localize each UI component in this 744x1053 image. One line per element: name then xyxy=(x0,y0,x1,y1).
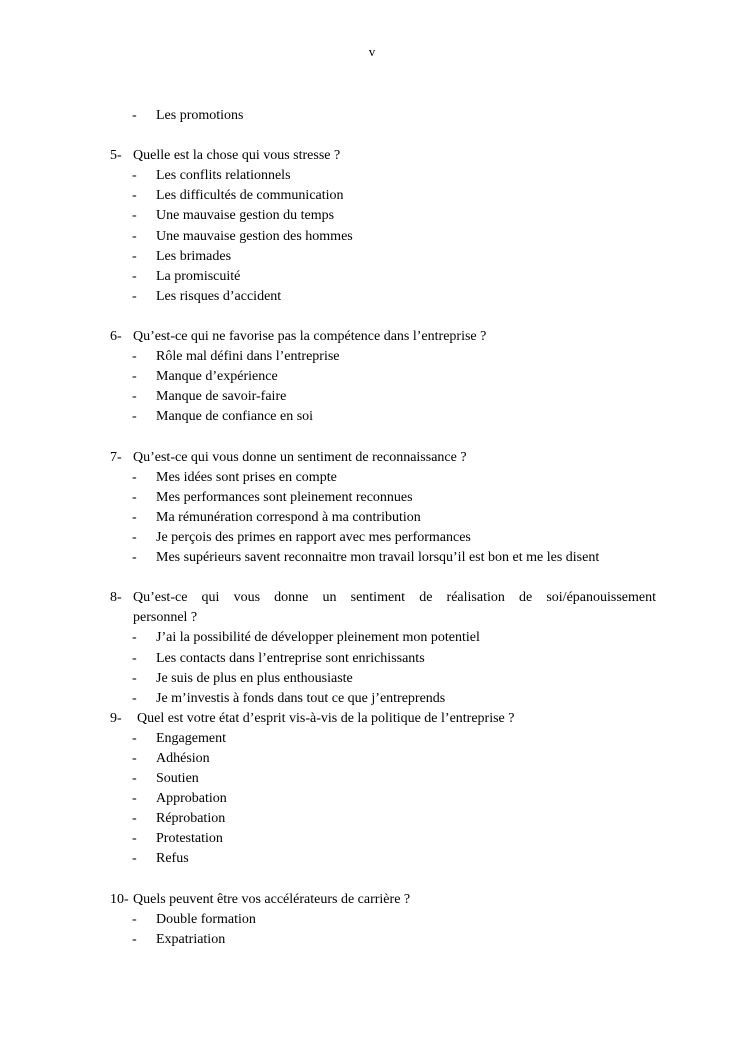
question-text: Quel est votre état d’esprit vis-à-vis de la politique de l’entreprise ? xyxy=(137,710,515,726)
list-item-text: Double formation xyxy=(156,911,256,927)
bullet: - xyxy=(132,349,137,365)
list-item-text: Manque de confiance en soi xyxy=(156,409,314,425)
bullet: - xyxy=(132,690,137,706)
bullet: - xyxy=(132,228,137,244)
list-item xyxy=(110,528,656,548)
question-9 xyxy=(110,709,656,729)
list-item xyxy=(110,789,656,809)
list-item xyxy=(110,166,656,186)
question-10 xyxy=(110,890,656,910)
bullet: - xyxy=(132,288,137,304)
list-item-text: Je suis de plus en plus enthousiaste xyxy=(156,670,353,686)
list-item-text: Les risques d’accident xyxy=(156,288,282,304)
list-item-text: Je perçois des primes en rapport avec mes performances xyxy=(156,529,471,545)
bullet: - xyxy=(132,630,137,646)
list-item xyxy=(110,910,656,930)
list-item xyxy=(110,106,656,126)
bullet: - xyxy=(132,811,137,827)
list-item-text: Manque de savoir-faire xyxy=(156,389,287,405)
question-number: 10- xyxy=(110,891,129,907)
list-item-text: Les promotions xyxy=(156,108,244,123)
question-number: 5- xyxy=(110,148,122,164)
list-item xyxy=(110,749,656,769)
list-item xyxy=(110,729,656,749)
list-item-text: Mes performances sont pleinement reconnues xyxy=(156,489,413,505)
list-item xyxy=(110,206,656,226)
list-item-text: J’ai la possibilité de développer pleinement mon potentiel xyxy=(156,630,480,646)
list-item xyxy=(110,488,656,508)
list-item xyxy=(110,849,656,869)
bullet: - xyxy=(132,931,137,947)
list-item-text: Ma rémunération correspond à ma contribution xyxy=(156,509,421,525)
list-item-text: Approbation xyxy=(156,791,227,807)
bullet: - xyxy=(132,469,137,485)
question-8 xyxy=(110,588,656,608)
list-item-text: Une mauvaise gestion du temps xyxy=(156,208,335,224)
list-item-text: Réprobation xyxy=(156,811,226,827)
question-text: Quels peuvent être vos accélérateurs de carrière ? xyxy=(133,891,411,907)
list-item-text: Engagement xyxy=(156,730,226,746)
list-item-text: La promiscuité xyxy=(156,268,241,284)
list-item xyxy=(110,769,656,789)
question-6 xyxy=(110,327,656,347)
list-item-text: Mes supérieurs savent reconnaitre mon travail lorsqu’il est bon et me les disent xyxy=(156,550,600,566)
bullet: - xyxy=(132,389,137,405)
bullet: - xyxy=(132,911,137,927)
bullet: - xyxy=(132,409,137,425)
bullet: - xyxy=(132,730,137,746)
bullet: - xyxy=(132,108,137,123)
list-item xyxy=(110,669,656,689)
question-text: Qu’est-ce qui ne favorise pas la compétence dans l’entreprise ? xyxy=(133,329,487,345)
list-item xyxy=(110,689,656,709)
list-item xyxy=(110,809,656,829)
bullet: - xyxy=(132,529,137,545)
list-item xyxy=(110,468,656,488)
bullet: - xyxy=(132,268,137,284)
question-5 xyxy=(110,146,656,166)
questionnaire xyxy=(110,106,656,950)
bullet: - xyxy=(132,248,137,264)
bullet: - xyxy=(132,771,137,787)
bullet: - xyxy=(132,650,137,666)
list-item-text: Expatriation xyxy=(156,931,226,947)
list-item-text: Manque d’expérience xyxy=(156,369,278,385)
list-item-text: Adhésion xyxy=(156,751,210,766)
list-item-text: Les contacts dans l’entreprise sont enrichissants xyxy=(156,650,425,666)
list-item xyxy=(110,367,656,387)
bullet: - xyxy=(132,831,137,847)
page-number: v xyxy=(368,44,376,59)
question-number: 7- xyxy=(110,449,122,465)
question-7 xyxy=(110,448,656,468)
bullet: - xyxy=(132,851,137,867)
list-item xyxy=(110,628,656,648)
list-item xyxy=(110,267,656,287)
bullet: - xyxy=(132,489,137,505)
list-item-text: Les difficultés de communication xyxy=(156,188,344,204)
list-item-text: Les brimades xyxy=(156,248,232,264)
list-item xyxy=(110,548,656,568)
question-8-continued xyxy=(110,608,656,628)
list-item-text: Une mauvaise gestion des hommes xyxy=(156,228,353,244)
question-text-continued: personnel ? xyxy=(133,610,198,626)
bullet: - xyxy=(132,670,137,686)
question-text: Qu’est-ce qui vous donne un sentiment de reconnaissance ? xyxy=(133,449,467,465)
list-item xyxy=(110,508,656,528)
bullet: - xyxy=(132,751,137,766)
list-item-text: Mes idées sont prises en compte xyxy=(156,469,337,485)
list-item-text: Je m’investis à fonds dans tout ce que j’entreprends xyxy=(156,690,446,706)
bullet: - xyxy=(132,791,137,807)
list-item xyxy=(110,407,656,427)
question-text: Quelle est la chose qui vous stresse ? xyxy=(133,148,341,164)
question-number: 6- xyxy=(110,329,122,345)
list-item xyxy=(110,649,656,669)
list-item-text: Refus xyxy=(156,851,189,867)
list-item-text: Protestation xyxy=(156,831,223,847)
bullet: - xyxy=(132,369,137,385)
list-item-text: Soutien xyxy=(156,771,199,787)
list-item-text: Les conflits relationnels xyxy=(156,168,291,184)
bullet: - xyxy=(132,509,137,525)
bullet: - xyxy=(132,208,137,224)
list-item xyxy=(110,930,656,950)
bullet: - xyxy=(132,550,137,566)
list-item xyxy=(110,829,656,849)
list-item xyxy=(110,287,656,307)
list-item xyxy=(110,247,656,267)
list-item-text: Rôle mal défini dans l’entreprise xyxy=(156,349,340,365)
question-text: Qu’est-ce qui vous donne un sentiment de réalisation de soi/épanouissement xyxy=(133,590,656,606)
list-item xyxy=(110,227,656,247)
question-number: 8- xyxy=(110,590,122,606)
bullet: - xyxy=(132,168,137,184)
list-item xyxy=(110,387,656,407)
bullet: - xyxy=(132,188,137,204)
list-item xyxy=(110,186,656,206)
question-number: 9- xyxy=(110,710,122,726)
list-item xyxy=(110,347,656,367)
